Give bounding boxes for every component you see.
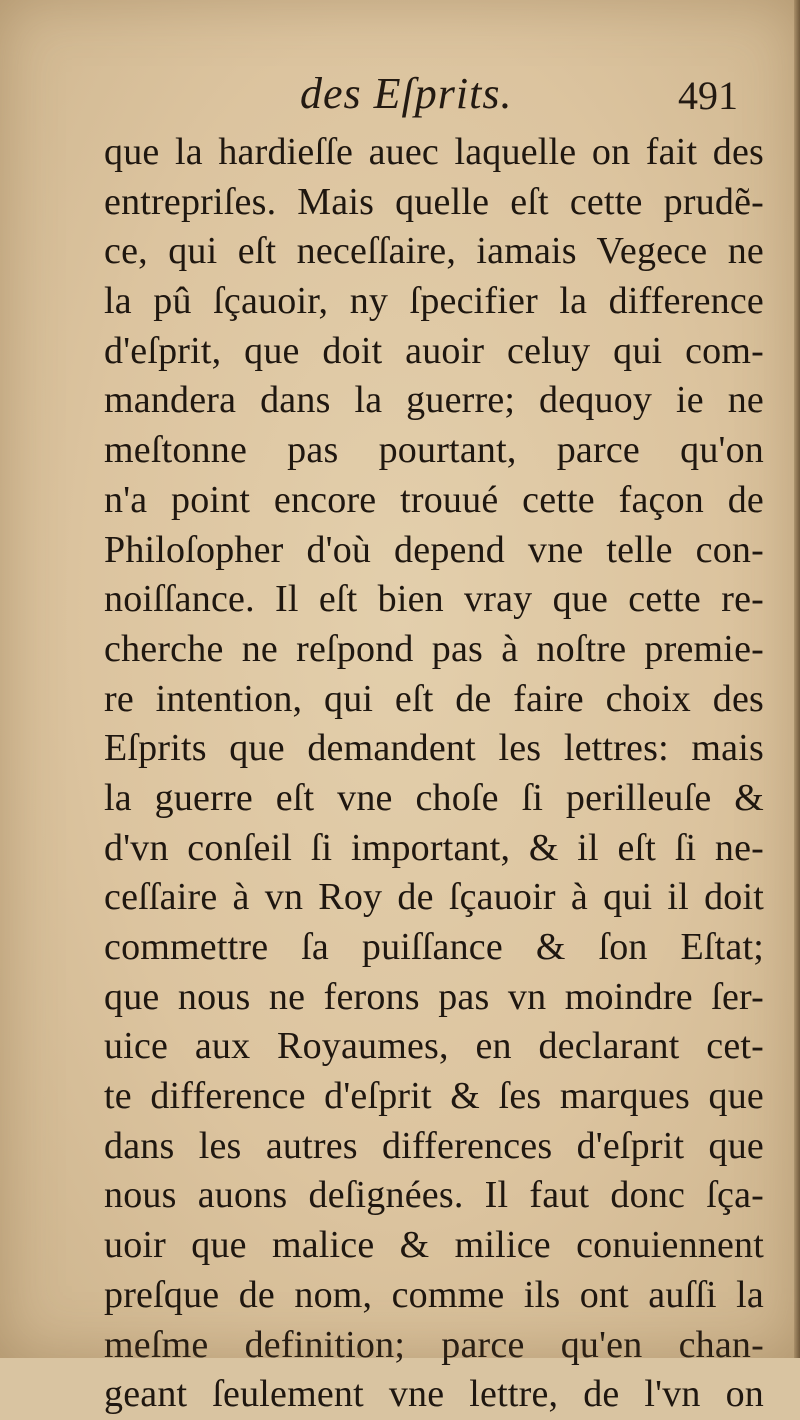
running-title: des Eſprits. <box>300 69 513 118</box>
page-number: 491 <box>678 73 738 118</box>
text-line: re intention, qui eſt de faire choix des <box>104 677 764 720</box>
text-line: dans les autres differences d'eſprit que <box>104 1124 764 1167</box>
text-line: ce, qui eſt neceſſaire, iamais Vegece ne <box>104 230 764 273</box>
body-text <box>104 128 764 1420</box>
text-line: Philoſopher d'où depend vne telle con- <box>104 528 764 571</box>
text-line: la guerre eſt vne choſe ſi perilleuſe & <box>104 776 764 819</box>
text-line: commettre ſa puiſſance & ſon Eſtat; <box>104 926 764 968</box>
text-line: uice aux Royaumes, en declarant cet- <box>104 1025 764 1068</box>
text-line: te difference d'eſprit & ſes marques que <box>104 1075 764 1118</box>
text-line: d'vn conſeil ſi important, & il eſt ſi ne- <box>104 826 764 869</box>
text-line: d'eſprit, que doit auoir celuy qui com- <box>104 329 764 372</box>
page-edge-shadow <box>794 0 800 1358</box>
text-line: preſque de nom, comme ils ont auſſi la <box>104 1273 764 1316</box>
text-line: meſtonne pas pourtant, parce qu'on <box>104 429 764 472</box>
text-line: noiſſance. Il eſt bien vray que cette re- <box>104 578 764 621</box>
text-line: meſme definition; parce qu'en chan- <box>104 1323 764 1366</box>
text-line: mandera dans la guerre; dequoy ie ne <box>104 379 764 422</box>
text-line: entrepriſes. Mais quelle eſt cette prudẽ- <box>104 180 764 223</box>
running-head <box>104 68 764 128</box>
text-line: ceſſaire à vn Roy de ſçauoir à qui il doit <box>104 876 764 919</box>
text-line: la pû ſçauoir, ny ſpecifier la difference <box>104 280 764 323</box>
text-line: que la hardieſſe auec laquelle on fait des <box>104 131 764 173</box>
text-line: geant ſeulement vne lettre, de l'vn on <box>104 1373 764 1416</box>
text-line: uoir que malice & milice conuiennent <box>104 1224 764 1267</box>
text-line: que nous ne ferons pas vn moindre ſer- <box>104 975 764 1018</box>
text-line: nous auons deſignées. Il faut donc ſça- <box>104 1174 764 1217</box>
text-line: n'a point encore trouué cette façon de <box>104 478 764 521</box>
text-line: cherche ne reſpond pas à noſtre premie- <box>104 627 764 670</box>
text-line: Eſprits que demandent les lettres: mais <box>104 727 764 770</box>
